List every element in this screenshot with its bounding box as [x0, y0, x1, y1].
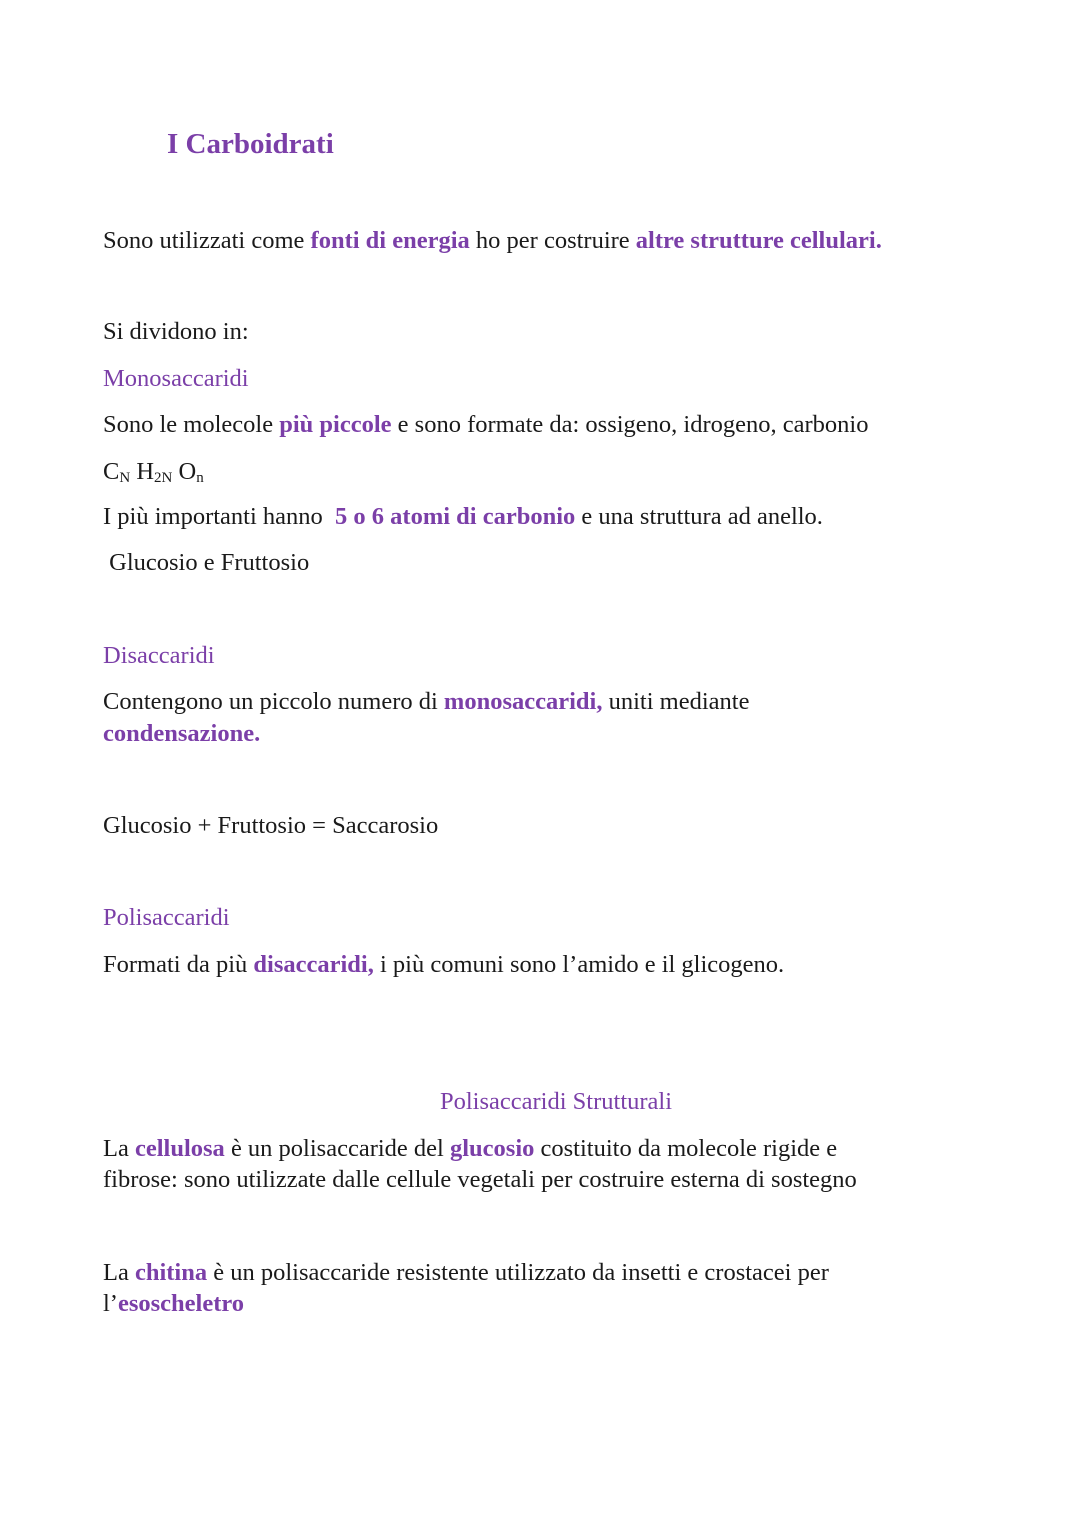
di-highlight-mono: monosaccaridi,: [443, 688, 603, 715]
intro-highlight-structures: altre strutture cellulari.: [635, 227, 882, 254]
mono-text-3: I più importanti hanno: [103, 503, 336, 530]
mono-text-1: Sono le molecole: [103, 411, 280, 438]
di-highlight-condensation: condensazione.: [103, 720, 261, 747]
mono-line-3: [103, 501, 823, 532]
structural-heading: Polisaccaridi Strutturali: [440, 1088, 673, 1115]
mono-formula: [103, 456, 204, 494]
intro-highlight-energy: fonti di energia: [310, 227, 470, 254]
poly-text-1: Formati da più: [103, 951, 254, 978]
di-line-2: [103, 718, 260, 749]
formula-h-sub: 2N: [154, 470, 173, 486]
mono-heading: Monosaccaridi: [103, 365, 249, 392]
intro-paragraph: [103, 225, 882, 256]
intro-text-2: ho per costruire: [469, 227, 636, 254]
formula-h: H: [136, 458, 155, 485]
poly-text-2: i più comuni sono l’amido e il glicogeno.: [373, 951, 785, 978]
structural-highlight-glucose: glucosio: [449, 1135, 535, 1162]
structural-p2-text-1: La: [103, 1259, 135, 1286]
poly-line-1: [103, 949, 784, 980]
structural-p1-text-3: costituito da molecole rigide e: [534, 1135, 838, 1162]
structural-p1-text-1: La: [103, 1135, 135, 1162]
divide-label: Si dividono in:: [103, 318, 249, 345]
di-equation: Glucosio + Fruttosio = Saccarosio: [103, 812, 439, 839]
mono-highlight-carbon: 5 o 6 atomi di carbonio: [335, 503, 576, 530]
poly-heading: Polisaccaridi: [103, 904, 230, 931]
structural-p2-line-1: [103, 1257, 829, 1288]
structural-p1-text-2: è un polisaccaride del: [224, 1135, 450, 1162]
mono-text-2: e sono formate da: ossigeno, idrogeno, carbonio: [391, 411, 869, 438]
page-title: I Carboidrati: [167, 128, 334, 160]
formula-c-sub: N: [119, 470, 131, 486]
di-line-1: [103, 686, 749, 717]
intro-text-1: Sono utilizzati come: [103, 227, 311, 254]
structural-highlight-exoskeleton: esoscheletro: [117, 1290, 245, 1317]
mono-line-1: [103, 409, 868, 440]
structural-p2-text-2: è un polisaccaride resistente utilizzato da insetti e crostacei per: [207, 1259, 829, 1286]
mono-examples: Glucosio e Fruttosio: [103, 549, 310, 576]
structural-p2-text-3: l’: [103, 1290, 118, 1317]
mono-highlight-small: più piccole: [279, 411, 392, 438]
structural-highlight-cellulose: cellulosa: [134, 1135, 225, 1162]
di-text-2: uniti mediante: [602, 688, 750, 715]
poly-highlight-di: disaccaridi,: [253, 951, 374, 978]
mono-text-4: e una struttura ad anello.: [575, 503, 823, 530]
formula-o-sub: n: [196, 470, 204, 486]
structural-p2-line-2: [103, 1288, 244, 1319]
formula-o: O: [178, 458, 197, 485]
di-text-1: Contengono un piccolo numero di: [103, 688, 444, 715]
formula-c: C: [103, 458, 120, 485]
structural-p1-line-2: fibrose: sono utilizzate dalle cellule vegetali per costruire esterna di sostegno: [103, 1166, 857, 1193]
structural-p1-line-1: [103, 1133, 837, 1164]
di-heading: Disaccaridi: [103, 642, 215, 669]
structural-highlight-chitin: chitina: [134, 1259, 208, 1286]
